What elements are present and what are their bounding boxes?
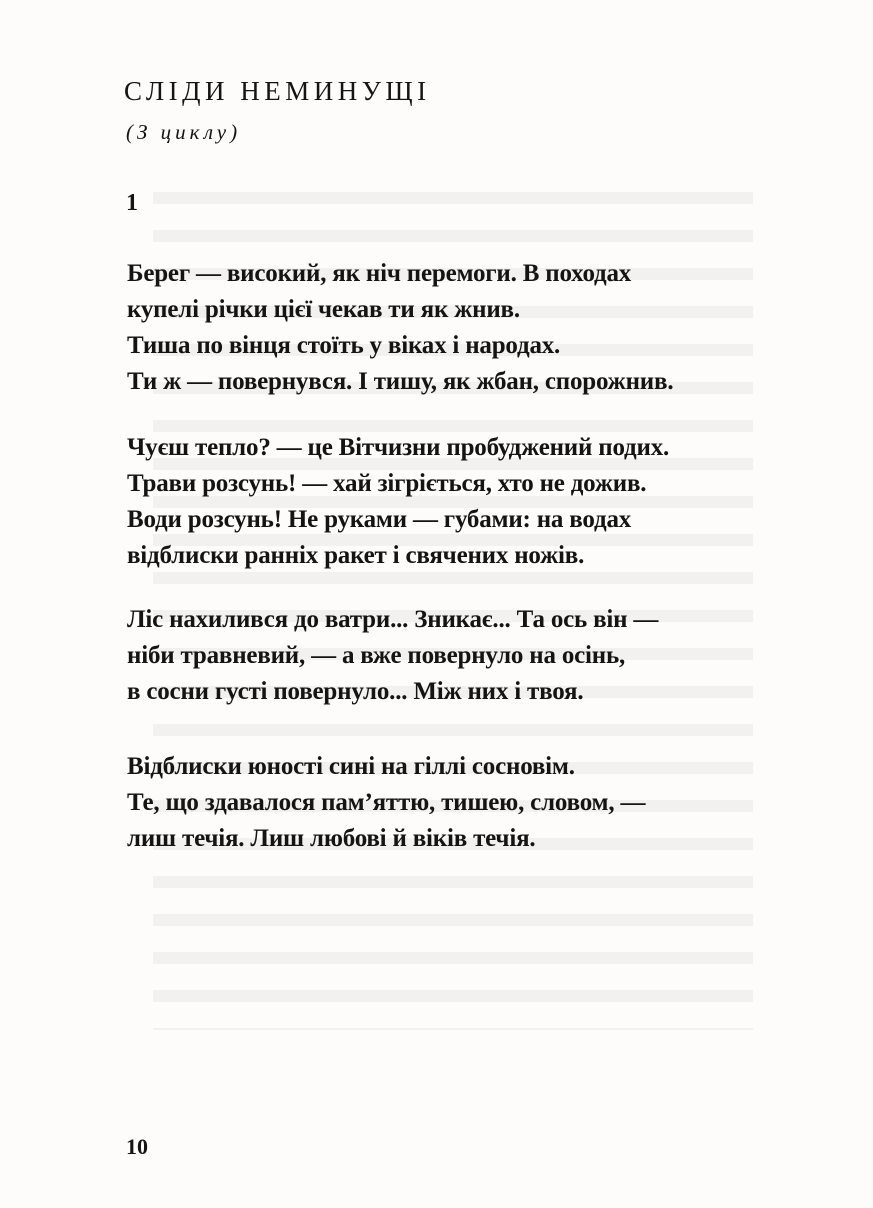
poem-cycle-subtitle: (З циклу) [126, 120, 242, 144]
verse-line: Тиша по вінця стоїть у віках і народах. [127, 332, 561, 359]
verse-line: Води розсунь! Не руками — губами: на водах [127, 506, 632, 533]
stanza [127, 256, 673, 400]
verse-line: Те, що здавалося пам’яттю, тишею, словом, — [127, 789, 646, 816]
verse-line: відблиски ранніх ракет і свячених ножів. [127, 542, 585, 569]
poem-cycle-title: СЛІДИ НЕМИНУЩІ [124, 76, 431, 106]
verse-line: в сосни густі повернуло... Між них і твоя. [127, 678, 584, 705]
verse-line: Ти ж — повернувся. І тишу, як жбан, спорожнив. [127, 368, 674, 395]
verse-line: Трави розсунь! — хай зігріється, хто не дожив. [127, 470, 647, 497]
verse-line: купелі річки цієї чекав ти як жнив. [127, 296, 520, 323]
stanza [127, 749, 645, 857]
page-number: 10 [126, 1134, 148, 1159]
verse-line: лиш течія. Лиш любові й віків течія. [127, 825, 536, 852]
stanza [127, 430, 669, 574]
verse-line: Відблиски юності сині на гіллі сосновім. [127, 753, 575, 780]
poem-section-number: 1 [126, 190, 138, 216]
verse-line: ніби травневий, — а вже повернуло на осінь, [127, 642, 626, 669]
verse-line: Берег — високий, як ніч перемоги. В походах [127, 260, 632, 287]
verse-line: Ліс нахилився до ватри... Зникає... Та ось він — [127, 606, 659, 633]
verse-line: Чуєш тепло? — це Вітчизни пробуджений подих. [127, 434, 670, 461]
stanza [127, 602, 658, 710]
